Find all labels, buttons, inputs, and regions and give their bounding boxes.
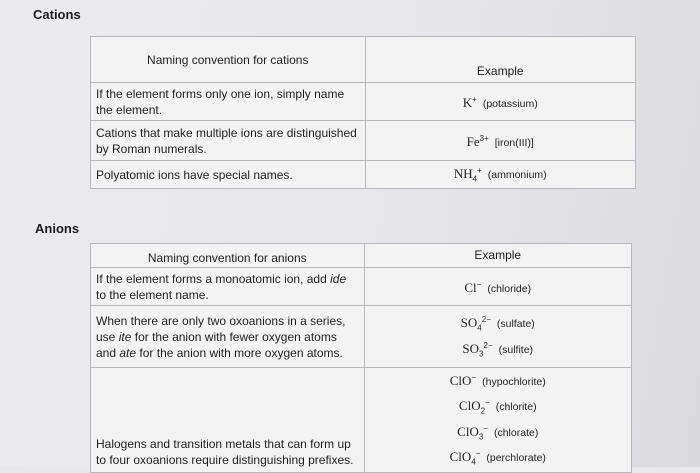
cations-header-example-text: Example bbox=[476, 64, 524, 78]
rule-text: If the element forms a monoatomic ion, add bbox=[96, 271, 327, 286]
table-row bbox=[91, 121, 636, 161]
ion-subscript: 4 bbox=[472, 174, 478, 184]
ion-line bbox=[366, 420, 631, 445]
table-row bbox=[91, 368, 632, 473]
ion-formula: ClO bbox=[449, 373, 472, 388]
rule-suffix: ide bbox=[330, 271, 347, 286]
anion-rule-3: Halogens and transition metals that can form up to four oxoanions require distinguishing prefixes. bbox=[91, 368, 365, 473]
ion-name: (sulfate) bbox=[496, 318, 535, 331]
rule-text: for the anion with more oxygen atoms. bbox=[139, 345, 343, 360]
rule-suffix: ate bbox=[119, 345, 137, 360]
ion-name: (hypochlorite) bbox=[482, 376, 546, 388]
rule-text: for the anion with fewer oxygen atoms and bbox=[96, 329, 337, 360]
anion-rule-1 bbox=[91, 268, 365, 306]
cations-header-row bbox=[91, 37, 636, 83]
cations-header-example bbox=[365, 37, 636, 83]
cation-rule-3: Polyatomic ions have special names. bbox=[91, 161, 366, 189]
anion-example-2 bbox=[364, 306, 632, 368]
ion-formula: SO bbox=[460, 315, 478, 331]
ion-line bbox=[366, 337, 631, 362]
anions-table bbox=[90, 243, 632, 473]
ion-charge: − bbox=[471, 373, 477, 382]
ion-charge: + bbox=[477, 166, 482, 175]
table-row bbox=[91, 268, 632, 306]
ion-name: (perchlorate) bbox=[486, 452, 546, 465]
ion-subscript: 4 bbox=[477, 323, 482, 333]
ion-charge: 2− bbox=[481, 315, 491, 325]
ion-subscript: 3 bbox=[479, 348, 484, 358]
ion-name: [iron(III)] bbox=[494, 136, 534, 149]
anions-header-example bbox=[364, 244, 632, 268]
cation-example-2 bbox=[365, 121, 636, 161]
rule-suffix: ite bbox=[118, 329, 132, 344]
cation-rule-2: Cations that make multiple ions are distinguished by Roman numerals. bbox=[91, 121, 366, 161]
cations-header-convention bbox=[91, 37, 366, 83]
anions-header-convention-text: Naming convention for anions bbox=[147, 251, 307, 265]
cation-example-1 bbox=[365, 83, 636, 121]
anions-header-example-text: Example bbox=[474, 248, 522, 262]
ion-formula: ClO bbox=[457, 423, 479, 439]
ion-name: (chlorite) bbox=[495, 401, 537, 414]
ion-charge: − bbox=[476, 279, 482, 289]
ion-name: (sulfite) bbox=[498, 343, 534, 356]
ion-line bbox=[366, 394, 631, 419]
ion-formula: K bbox=[462, 94, 473, 110]
ion-line bbox=[366, 369, 631, 394]
ion-charge: − bbox=[485, 398, 490, 408]
ion-charge: − bbox=[475, 449, 481, 459]
ion-subscript: 4 bbox=[471, 457, 476, 467]
ion-formula: ClO bbox=[458, 398, 481, 414]
table-row bbox=[91, 161, 636, 189]
cations-heading: Cations bbox=[33, 7, 81, 22]
cation-example-3 bbox=[365, 161, 636, 189]
cation-rule-1: If the element forms only one ion, simply name the element. bbox=[91, 83, 366, 121]
ion-name: (ammonium) bbox=[487, 169, 547, 181]
ion-formula: Cl bbox=[464, 279, 477, 295]
table-row bbox=[91, 83, 636, 121]
ion-formula: SO bbox=[462, 340, 480, 356]
ion-charge: 2− bbox=[483, 340, 493, 350]
anion-rule-2 bbox=[91, 306, 365, 368]
ion-formula: ClO bbox=[449, 449, 472, 465]
cations-header-convention-text: Naming convention for cations bbox=[147, 52, 309, 67]
ion-charge: − bbox=[483, 423, 488, 433]
ion-subscript: 3 bbox=[478, 432, 484, 442]
anions-header-convention bbox=[91, 244, 365, 268]
anion-example-1 bbox=[364, 268, 632, 306]
ion-line bbox=[366, 311, 631, 336]
anions-header-row bbox=[91, 244, 632, 268]
table-row bbox=[91, 306, 632, 368]
cations-table bbox=[90, 36, 636, 189]
rule-text: to the element name. bbox=[96, 287, 209, 302]
anion-example-3 bbox=[364, 368, 632, 473]
rule-text: When there are only two oxoanions in a series, use bbox=[96, 313, 346, 344]
ion-name: (potassium) bbox=[482, 97, 538, 110]
anions-heading: Anions bbox=[35, 221, 80, 236]
ion-subscript: 2 bbox=[480, 406, 486, 416]
ion-name: (chloride) bbox=[487, 282, 532, 295]
ion-formula: Fe bbox=[466, 133, 480, 149]
ion-name: (chlorate) bbox=[493, 426, 539, 439]
ion-charge: 3+ bbox=[479, 133, 489, 143]
ion-charge: + bbox=[472, 94, 477, 104]
ion-formula: NH bbox=[453, 166, 473, 181]
